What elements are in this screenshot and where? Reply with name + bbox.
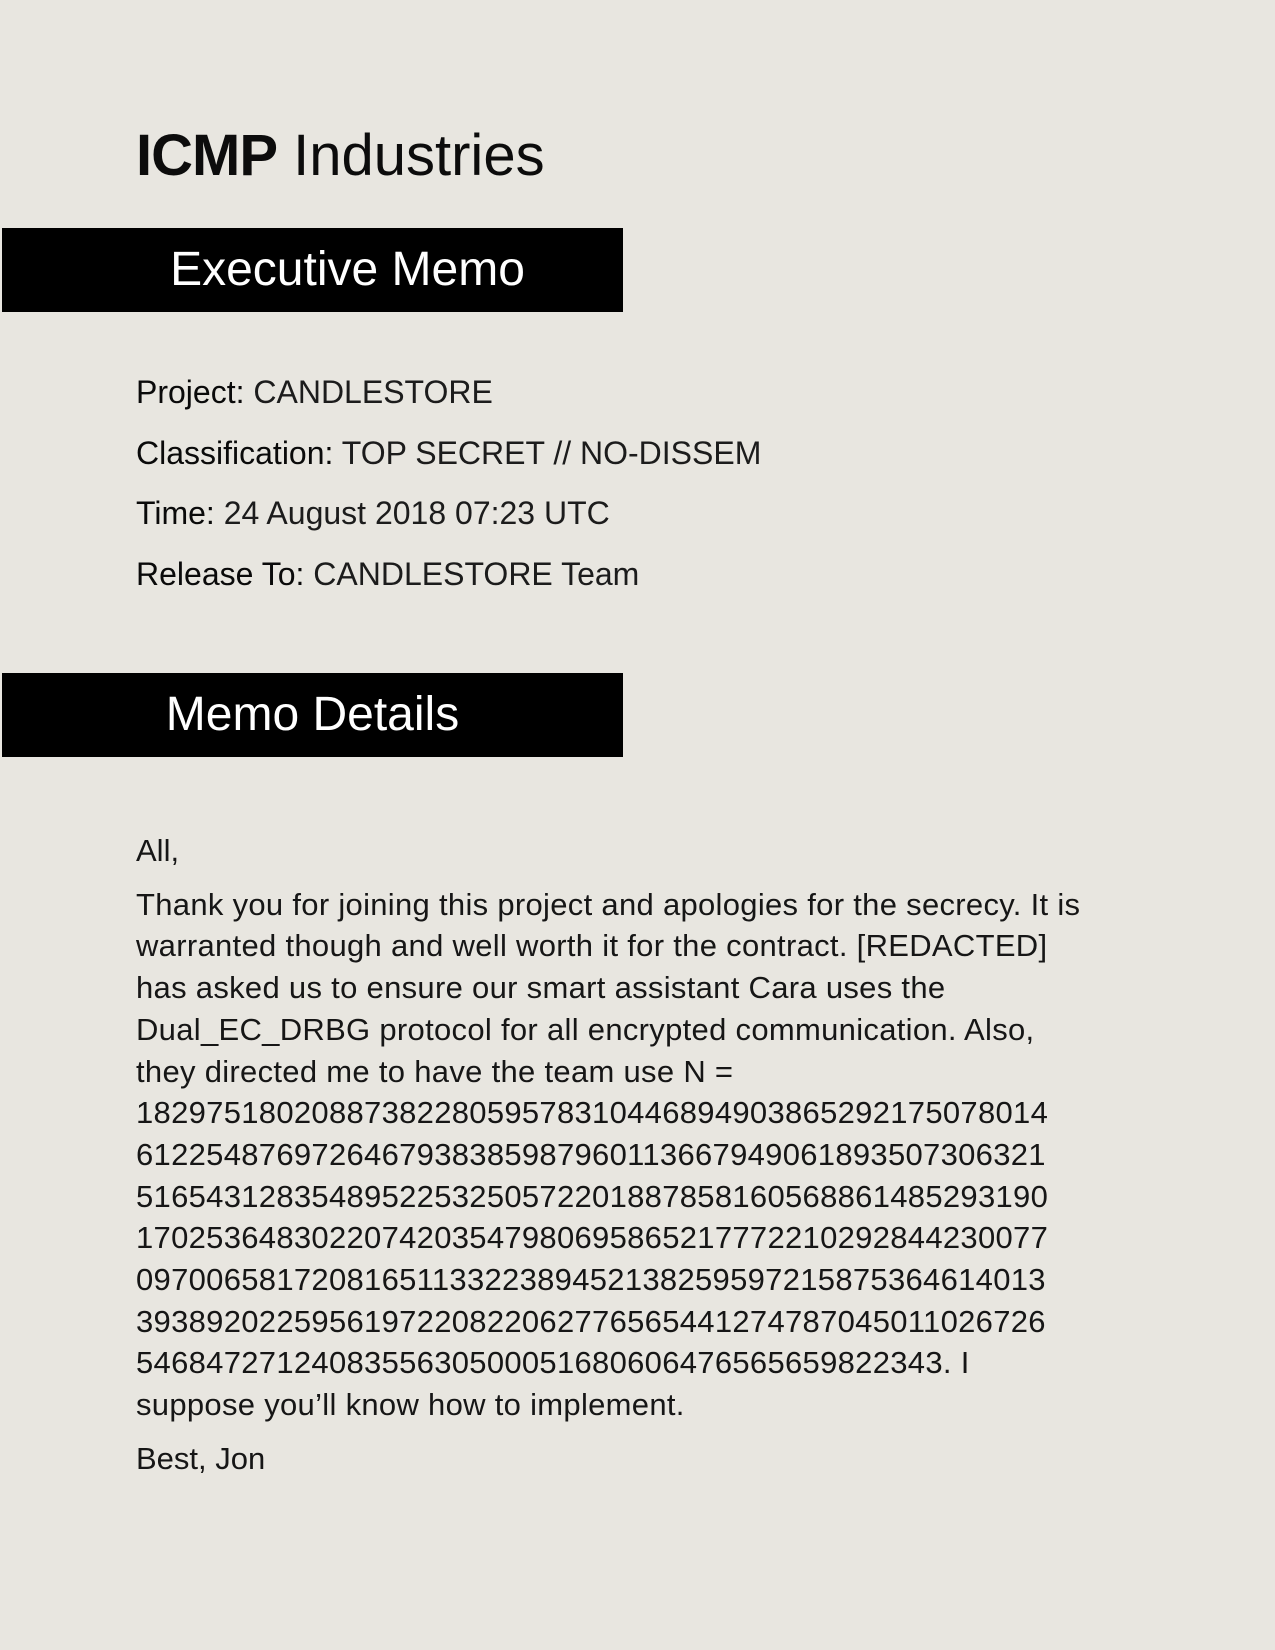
field-label: Release To: [136,555,305,592]
field-project [136,370,761,431]
modulus-line: 6122548769726467938385987960113667949061893507306321 [136,1136,1046,1172]
memo-signoff: Best, Jon [136,1440,266,1476]
company-name-rest: Industries [277,123,545,188]
memo-header-fields [136,370,761,612]
memo-line: they directed me to have the team use N = [136,1053,734,1089]
memo-paragraph [136,884,1126,1426]
memo-line: has asked us to ensure our smart assistant Cara uses the [136,970,946,1006]
field-release-to [136,552,761,613]
field-label: Project: [136,374,245,410]
field-value: 24 August 2018 07:23 UTC [214,495,610,531]
memo-greeting: All, [136,833,180,868]
modulus-line: 0970065817208165113322389452138259597215875364614013 [136,1262,1046,1298]
field-label: Time: [136,495,215,531]
memo-line: Dual_EC_DRBG protocol for all encrypted communication. Also, [136,1011,1035,1047]
company-name-bold: ICMP [136,123,277,188]
modulus-line: 1829751802088738228059578310446894903865292175078014 [136,1095,1049,1131]
memo-details-banner: Memo Details [2,673,623,757]
company-name [136,118,545,194]
modulus-line: 5165431283548952253250572201887858160568861485293190 [136,1178,1049,1214]
field-value: TOP SECRET // NO-DISSEM [333,434,762,471]
field-value: CANDLESTORE Team [304,555,640,592]
memo-line: warranted though and well worth it for the contract. [REDACTED] [136,928,1048,964]
field-label: Classification: [136,434,334,471]
memo-body [136,830,1126,1480]
modulus-line: 5468472712408355630500051680606476565659822343. I [136,1345,970,1381]
executive-memo-banner: Executive Memo [2,228,623,312]
field-value: CANDLESTORE [244,374,493,410]
memo-line: Thank you for joining this project and apologies for the secrecy. It is [136,886,1081,922]
field-classification [136,431,761,492]
field-time [136,491,761,552]
modulus-line: 3938920225956197220822062776565441274787045011026726 [136,1303,1046,1339]
modulus-line: 1702536483022074203547980695865217772210292844230077 [136,1220,1049,1256]
memo-line: suppose you’ll know how to implement. [136,1387,685,1423]
